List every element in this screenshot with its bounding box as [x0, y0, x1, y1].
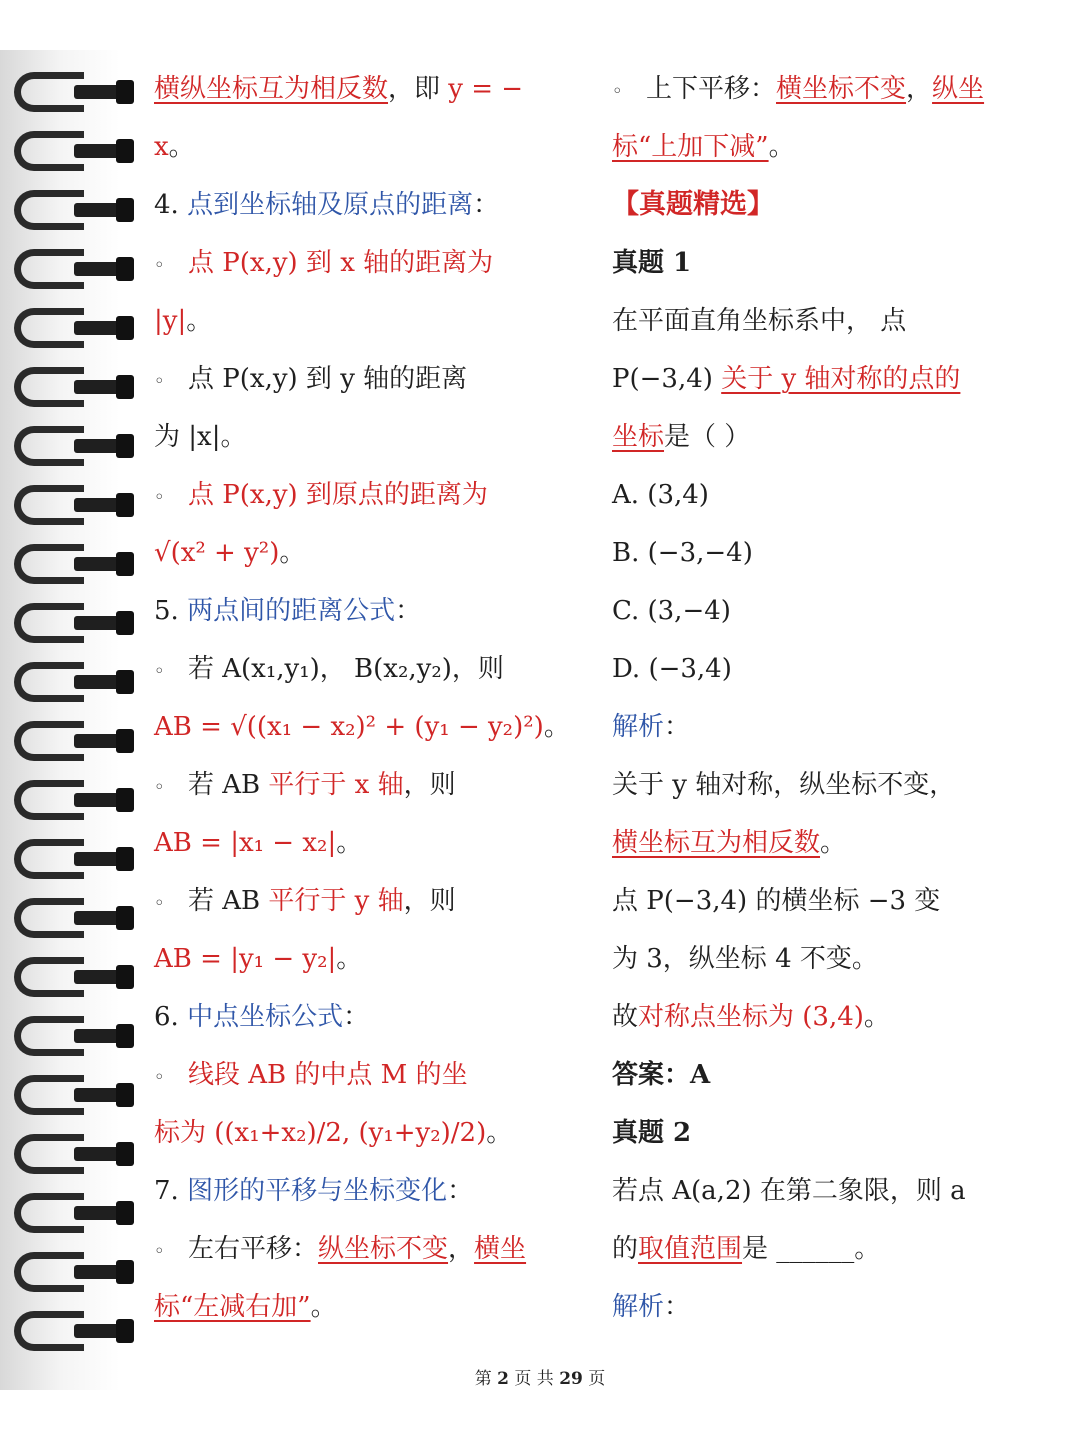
spiral-ring [14, 1193, 126, 1233]
right-text-line [612, 524, 1032, 582]
text-segment: 解析 [612, 712, 665, 742]
spiral-ring [14, 72, 126, 112]
spiral-ring [14, 603, 126, 643]
bullet-icon: ◦ [154, 1241, 165, 1262]
left-column [154, 60, 574, 1336]
text-segment: AB = |x₁ − x₂| [154, 828, 337, 858]
right-text-line [612, 234, 1032, 292]
left-text-line [154, 350, 574, 408]
spiral-ring [14, 367, 126, 407]
text-segment: 。 [768, 132, 795, 162]
left-text-line [154, 408, 574, 466]
text-segment: 4. [154, 190, 188, 220]
text-segment: 是 ______。 [742, 1234, 881, 1264]
right-text-line [612, 988, 1032, 1046]
text-segment: 若点 A(a,2) 在第二象限，则 a [612, 1176, 966, 1206]
bullet-icon: ◦ [154, 777, 165, 798]
text-segment: ，则 [403, 886, 456, 916]
bullet-icon: ◦ [154, 487, 165, 508]
text-segment: ，即 [388, 74, 449, 104]
spiral-ring [14, 1134, 126, 1174]
text-segment: 标“左减右加” [154, 1292, 311, 1322]
footer-middle: 页 共 [514, 1369, 554, 1389]
text-segment: |y| [154, 306, 187, 336]
spiral-ring [14, 721, 126, 761]
text-segment: 两点间的距离公式 [187, 596, 396, 626]
text-segment: 。 [336, 944, 363, 974]
text-segment: AB = √((x₁ − x₂)² + (y₁ − y₂)²) [154, 712, 544, 742]
text-segment: 真题 1 [612, 248, 692, 278]
spiral-ring [14, 839, 126, 879]
text-segment: ， [906, 74, 933, 104]
left-text-line [154, 1278, 574, 1336]
spiral-ring [14, 780, 126, 820]
text-segment: AB = |y₁ − y₂| [154, 944, 337, 974]
text-segment: 图形的平移与坐标变化 [187, 1176, 448, 1206]
spiral-ring [14, 1311, 126, 1351]
spiral-binding [0, 50, 135, 1390]
right-text-line [612, 1162, 1032, 1220]
text-segment: 。 [336, 828, 363, 858]
text-segment: y = − [448, 74, 524, 104]
left-text-line [154, 1162, 574, 1220]
left-text-line [154, 60, 574, 118]
right-column [612, 60, 1032, 1336]
text-segment: 。 [168, 132, 195, 162]
right-text-line [612, 408, 1032, 466]
text-segment: ： [343, 1002, 370, 1032]
text-segment: 若 AB [188, 770, 269, 800]
right-text-line [612, 176, 1032, 234]
spiral-ring [14, 249, 126, 289]
footer-prefix: 第 [474, 1369, 492, 1389]
bullet-icon: ◦ [154, 893, 165, 914]
left-text-line [154, 524, 574, 582]
right-text-line [612, 466, 1032, 524]
spiral-ring [14, 426, 126, 466]
right-text-line [612, 350, 1032, 408]
right-text-line [612, 872, 1032, 930]
text-segment: 。 [543, 712, 570, 742]
text-segment: 关于 y 轴对称，纵坐标不变， [612, 770, 956, 800]
text-segment: 标为 ((x₁+x₂)/2, (y₁+y₂)/2) [154, 1118, 487, 1148]
text-segment: D. (−3,4) [612, 654, 732, 684]
spiral-ring [14, 131, 126, 171]
left-text-line [154, 988, 574, 1046]
text-segment: 的 [612, 1234, 639, 1264]
text-segment: 对称点坐标为 (3,4) [638, 1002, 864, 1032]
right-text-line [612, 1046, 1032, 1104]
text-segment: 点 P(−3,4) 的横坐标 −3 变 [612, 886, 941, 916]
text-segment: 。 [863, 1002, 890, 1032]
text-segment: 解析 [612, 1292, 665, 1322]
text-segment: C. (3,−4) [612, 596, 731, 626]
text-segment: 取值范围 [638, 1234, 743, 1264]
text-segment: ： [664, 712, 691, 742]
bullet-icon: ◦ [154, 661, 165, 682]
text-segment: ： [395, 596, 422, 626]
bullet-icon: ◦ [154, 371, 165, 392]
text-segment: 线段 AB 的中点 M 的坐 [188, 1060, 468, 1090]
text-segment: 坐标 [612, 422, 665, 452]
text-segment: 答案：A [612, 1060, 711, 1090]
right-text-line [612, 814, 1032, 872]
spiral-ring [14, 662, 126, 702]
text-segment: ： [473, 190, 500, 220]
text-segment: 若 A(x₁,y₁)， B(x₂,y₂)，则 [188, 654, 504, 684]
text-segment: 点到坐标轴及原点的距离 [187, 190, 474, 220]
left-text-line [154, 118, 574, 176]
text-segment: 若 AB [188, 886, 269, 916]
text-segment: 左右平移： [188, 1234, 319, 1264]
right-text-line [612, 118, 1032, 176]
text-segment: 是（ ） [664, 422, 751, 452]
text-segment: 。 [486, 1118, 513, 1148]
footer-suffix: 页 [588, 1369, 606, 1389]
text-segment: ，则 [403, 770, 456, 800]
text-segment: 横纵坐标互为相反数 [154, 74, 389, 104]
text-segment: 点 P(x,y) 到 x 轴的距离为 [188, 248, 494, 278]
text-segment: 【真题精选】 [612, 189, 774, 220]
text-segment: ， [448, 1234, 475, 1264]
right-text-line [612, 1220, 1032, 1278]
text-segment: 故 [612, 1002, 639, 1032]
left-text-line [154, 1104, 574, 1162]
text-segment: 6. [154, 1002, 188, 1032]
text-segment: √(x² + y²) [154, 538, 280, 568]
right-text-line [612, 640, 1032, 698]
text-segment: 中点坐标公式 [187, 1002, 344, 1032]
left-text-line [154, 1220, 574, 1278]
left-text-line [154, 466, 574, 524]
spiral-ring [14, 957, 126, 997]
right-text-line [612, 582, 1032, 640]
bullet-icon: ◦ [154, 255, 165, 276]
text-segment: 纵坐标不变 [318, 1234, 449, 1264]
text-segment: 上下平移： [646, 74, 777, 104]
text-segment: 平行于 x 轴 [268, 770, 404, 800]
spiral-ring [14, 190, 126, 230]
text-segment: 点 P(x,y) 到 y 轴的距离 [188, 364, 468, 394]
left-text-line [154, 872, 574, 930]
text-segment: ： [664, 1292, 691, 1322]
text-segment: 关于 y 轴对称的点的 [721, 364, 961, 394]
text-segment: 为 |x|。 [154, 422, 247, 452]
spiral-ring [14, 485, 126, 525]
text-segment: ： [447, 1176, 474, 1206]
footer-page-number: 2 [497, 1369, 509, 1389]
text-segment: 横坐标不变 [776, 74, 907, 104]
text-segment: 纵坐 [932, 74, 985, 104]
text-segment: 真题 2 [612, 1118, 692, 1148]
spiral-ring [14, 308, 126, 348]
text-segment: 7. [154, 1176, 188, 1206]
text-segment: 横坐 [474, 1234, 527, 1264]
left-text-line [154, 930, 574, 988]
text-segment: 点 P(x,y) 到原点的距离为 [188, 480, 488, 510]
text-segment: 。 [279, 538, 306, 568]
left-text-line [154, 1046, 574, 1104]
left-text-line [154, 698, 574, 756]
text-segment: x [154, 132, 169, 162]
right-text-line [612, 1278, 1032, 1336]
right-text-line [612, 930, 1032, 988]
footer-total-pages: 29 [559, 1369, 583, 1389]
bullet-icon: ◦ [612, 81, 623, 102]
text-segment: 5. [154, 596, 188, 626]
left-text-line [154, 756, 574, 814]
left-text-line [154, 640, 574, 698]
text-segment: 。 [186, 306, 213, 336]
text-segment: 为 3，纵坐标 4 不变。 [612, 944, 878, 974]
right-text-line [612, 292, 1032, 350]
text-segment: 横坐标互为相反数 [612, 828, 821, 858]
left-text-line [154, 814, 574, 872]
spiral-ring [14, 544, 126, 584]
text-segment: B. (−3,−4) [612, 538, 753, 568]
right-text-line [612, 698, 1032, 756]
spiral-ring [14, 1252, 126, 1292]
right-text-line [612, 756, 1032, 814]
text-segment: 平行于 y 轴 [268, 886, 404, 916]
left-text-line [154, 292, 574, 350]
spiral-ring [14, 1075, 126, 1115]
text-segment: 。 [310, 1292, 337, 1322]
text-segment: 在平面直角坐标系中， 点 [612, 306, 907, 336]
text-segment: 标“上加下减” [612, 132, 769, 162]
left-text-line [154, 234, 574, 292]
right-text-line [612, 60, 1032, 118]
spiral-ring [14, 1016, 126, 1056]
left-text-line [154, 176, 574, 234]
text-segment: A. (3,4) [612, 480, 709, 510]
right-text-line [612, 1104, 1032, 1162]
text-segment: 。 [820, 828, 847, 858]
left-text-line [154, 582, 574, 640]
spiral-ring [14, 898, 126, 938]
bullet-icon: ◦ [154, 1067, 165, 1088]
page-footer [0, 1364, 1080, 1389]
text-segment: P(−3,4) [612, 364, 722, 394]
